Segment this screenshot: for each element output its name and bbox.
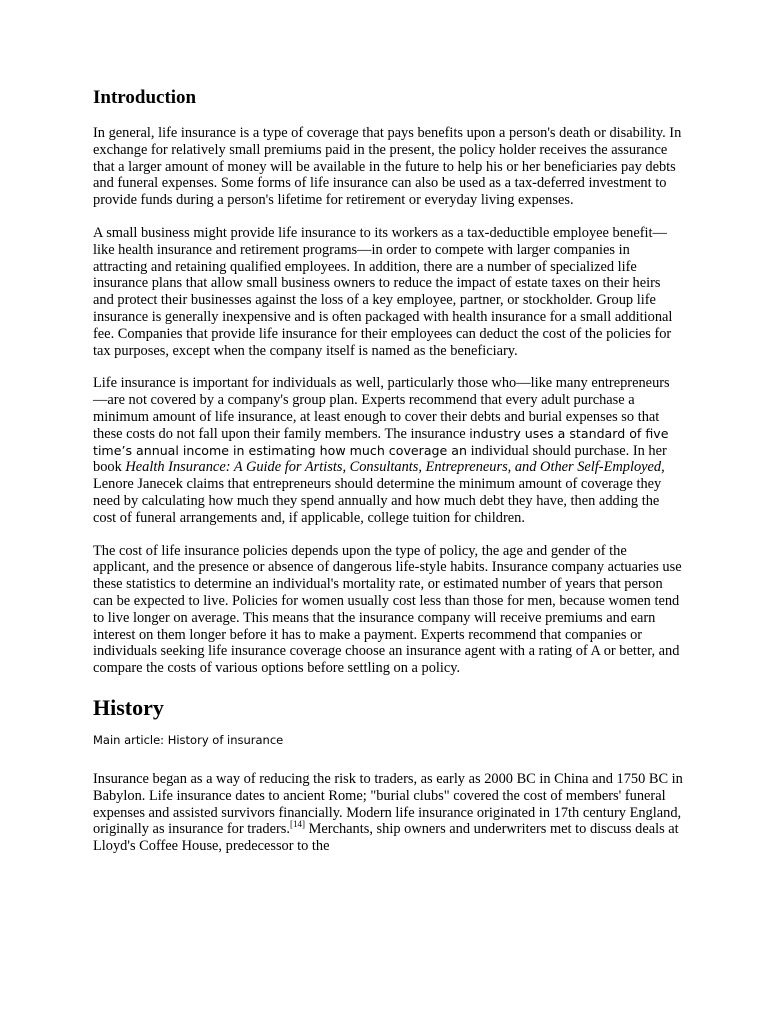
paragraph-5-text-b: Merchants, ship owners and underwriters met to discuss deals at Lloyd's Coffee House, predecessor to the xyxy=(93,821,679,855)
book-title: Health Insurance: A Guide for Artists, Consultants, Entrepreneurs, and Other Self-Employed, xyxy=(125,459,665,476)
history-heading: History xyxy=(93,694,164,720)
paragraph-1: In general, life insurance is a type of coverage that pays benefits upon a person's death or disability. In exchange for relatively small premiums paid in the present, the policy holder receives the assurance that a larger amount of money will be available in the future to help his or her beneficiaries pay debts and funeral expenses. Some forms of life insurance can also be used as a tax-deferred investment to provide funds during a person's lifetime for retirement or everyday living expenses. xyxy=(93,125,682,209)
paragraph-2: A small business might provide life insurance to its workers as a tax-deductible employee benefit—like health insurance and retirement programs—in order to compete with larger companies in attracting and retaining qualified employees. In addition, there are a number of specialized life insurance plans that allow small business owners to reduce the impact of estate taxes on their heirs and protect their businesses against the loss of a key employee, partner, or stockholder. Group life insurance is generally inexpensive and is often packaged with health insurance for a small additional fee. Companies that provide life insurance for their employees can deduct the cost of the policies for tax purposes, except when the company itself is named as the beneficiary. xyxy=(93,224,673,359)
paragraph-5 xyxy=(93,771,683,855)
paragraph-3-sans-text: industry uses a standard of five time’s annual income in estimating how much coverage an xyxy=(93,425,669,458)
paragraph-3-text-c: Lenore Janecek claims that entrepreneurs should determine the minimum amount of coverage they need by calculating how much they spend annually and how much debt they have, then adding the cost of funeral arrangements and, if applicable, college tuition for children. xyxy=(93,476,662,526)
main-article-link[interactable]: Main article: History of insurance xyxy=(93,732,284,747)
citation-14[interactable]: [14] xyxy=(290,819,305,830)
paragraph-3-text-b: individual should purchase. In her book xyxy=(93,442,667,476)
document-body xyxy=(93,86,683,871)
paragraph-5-text-a: Insurance began as a way of reducing the risk to traders, as early as 2000 BC in China and 1750 BC in Babylon. Life insurance dates to ancient Rome; "burial clubs" covered the cost of members' funeral expenses and assisted survivors financially. Modern life insurance originated in 17th century England, originally as insurance for traders. xyxy=(93,770,683,838)
introduction-heading: Introduction xyxy=(93,87,197,108)
paragraph-3-text-a: Life insurance is important for individuals as well, particularly those who—like many entrepreneurs—are not covered by a company's group plan. Experts recommend that every adult purchase a minimum amount of life insurance, at least enough to cover their debts and burial expenses so that these costs do not fall upon their family members. The insurance xyxy=(93,375,670,442)
paragraph-3 xyxy=(93,375,683,526)
paragraph-4: The cost of life insurance policies depends upon the type of policy, the age and gender of the applicant, and the presence or absence of dangerous life-style habits. Insurance company actuaries use these statistics to determine an individual's mortality rate, or estimated number of years that person can be expected to live. Policies for women usually cost less than those for men, because women tend to live longer on average. This means that the insurance company will receive premiums and earn interest on them longer before it has to make a payment. Experts recommend that companies or individuals seeking life insurance coverage choose an insurance agent with a rating of A or better, and compare the costs of various options before settling on a policy. xyxy=(93,542,682,677)
